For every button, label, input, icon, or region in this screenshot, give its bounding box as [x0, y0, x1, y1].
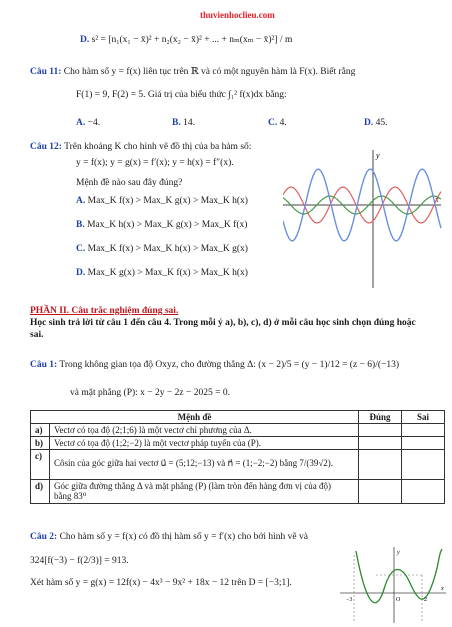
x-axis-label: x [435, 195, 439, 204]
table-row [31, 450, 445, 480]
part2-instruction: Học sinh trả lời từ câu 1 đến câu 4. Trong mỗi ý a), b), c), d) ở mỗi câu học sinh chọn đúng hoặc [30, 318, 416, 328]
row-key: a) [31, 424, 50, 437]
option-label: C. [76, 244, 86, 254]
option-label: D. [76, 268, 86, 278]
row-text-cell [50, 480, 359, 504]
header-true: Đúng [359, 411, 402, 424]
option-formula: s² = [n₁(x₁ − x̄)² + n₂(x₂ − x̄)² + ... + nₘ(xₘ − x̄)²] / m [91, 35, 293, 45]
row-text-2: bằng 83⁰ [54, 491, 87, 501]
table-row [31, 480, 445, 504]
question-text: Cho hàm số y = f(x) có đồ thị hàm số y = f′(x) cho bởi hình vẽ và [59, 532, 308, 542]
option-value: Max_K f(x) > Max_K h(x) > Max_K g(x) [87, 244, 248, 254]
q12-option-a[interactable] [76, 196, 248, 206]
y-axis-label: y [397, 550, 400, 556]
option-label: C. [268, 118, 278, 128]
row-text: Côsin của góc giữa hai vectơ u⃗ = (5;12;−13) và n⃗ = (1;−2;−2) bằng 7/(39√2). [50, 450, 359, 480]
question-12-line2: y = f(x); y = g(x) = f′(x); y = h(x) = f″(x). [76, 158, 234, 168]
header-statement: Mệnh đề [31, 411, 359, 424]
prev-option-d [80, 34, 292, 45]
option-value: 45. [375, 118, 388, 128]
q11-option-b[interactable] [172, 118, 195, 128]
question-12-line3: Mệnh đề nào sau đây đúng? [76, 178, 183, 188]
row-key: d) [31, 480, 50, 504]
true-false-table [30, 410, 445, 504]
row-key: c) [31, 450, 50, 480]
option-value: Max_K g(x) > Max_K f(x) > Max_K h(x) [87, 268, 248, 278]
option-value: Max_K f(x) > Max_K g(x) > Max_K h(x) [87, 196, 248, 206]
option-value: 14. [183, 118, 195, 128]
option-label: B. [76, 220, 85, 230]
question-11-line2: F(1) = 9, F(2) = 5. Giá trị của biểu thức ∫₁² f(x)dx bằng: [76, 90, 287, 100]
answer-false-cell[interactable] [402, 437, 445, 450]
row-key: b) [31, 437, 50, 450]
question-c2-line2: 324[f(−3) − f(2/3)] = 913. [30, 556, 129, 566]
question-label: Câu 11: [30, 67, 62, 77]
answer-true-cell[interactable] [359, 424, 402, 437]
option-label: D. [364, 118, 374, 128]
question-11 [30, 66, 355, 77]
table-row [31, 424, 445, 437]
header-false: Sai [402, 411, 445, 424]
q11-option-a[interactable] [76, 118, 100, 128]
answer-true-cell[interactable] [359, 450, 402, 480]
q11-option-c[interactable] [268, 118, 287, 128]
q12-option-b[interactable] [76, 220, 247, 230]
curve-f-prime [356, 549, 442, 603]
row-text: Vectơ có tọa độ (2;1;6) là một vectơ chỉ phương của Δ. [50, 424, 359, 437]
option-label: A. [76, 118, 86, 128]
question-label: Câu 12: [30, 142, 62, 152]
question-text: Cho hàm số y = f(x) liên tục trên ℝ và có một nguyên hàm là F(x). Biết rằng [63, 67, 356, 77]
question-label: Câu 1: [30, 360, 58, 370]
y-axis-label: y [376, 151, 380, 160]
option-label: A. [76, 196, 86, 206]
row-text: Vectơ có tọa độ (1;2;−2) là một vectơ pháp tuyến của (P). [50, 437, 359, 450]
option-value: Max_K h(x) > Max_K g(x) > Max_K f(x) [87, 220, 248, 230]
question-text: Trên khoảng K cho hình vẽ đồ thị của ba hàm số: [64, 142, 252, 152]
row-text: Góc giữa đường thẳng Δ và mặt phẳng (P) (làm tròn đến hàng đơn vị của độ) [54, 481, 332, 491]
question-c1-line2: và mặt phẳng (P): x − 2y − 2z − 2025 = 0. [70, 388, 230, 398]
q11-option-d[interactable] [364, 118, 388, 128]
c2-graph [338, 545, 448, 625]
option-value: −4. [87, 118, 101, 128]
tick-label: O [396, 597, 401, 603]
x-axis-label: x [441, 586, 444, 592]
part2-title: PHẦN II. Câu trắc nghiệm đúng sai. [30, 306, 179, 316]
watermark: thuvienhoclieu.com [200, 10, 275, 20]
question-c2 [30, 532, 308, 542]
question-c1 [30, 360, 399, 370]
question-12 [30, 142, 251, 152]
answer-false-cell[interactable] [402, 450, 445, 480]
answer-false-cell[interactable] [402, 424, 445, 437]
answer-false-cell[interactable] [402, 480, 445, 504]
q12-option-c[interactable] [76, 244, 248, 254]
option-value: 4. [279, 118, 287, 128]
q12-graph [283, 150, 443, 290]
question-c2-line3: Xét hàm số y = g(x) = 12f(x) − 4x³ − 9x² + 18x − 12 trên D = [−3;1]. [30, 578, 292, 588]
part2-instruction-2: sai. [30, 330, 44, 340]
answer-true-cell[interactable] [359, 437, 402, 450]
table-header [31, 411, 445, 424]
question-label: Câu 2: [30, 532, 58, 542]
tick-label: 2 [424, 597, 427, 603]
answer-true-cell[interactable] [359, 480, 402, 504]
question-text: Trong không gian tọa độ Oxyz, cho đường thẳng Δ: (x − 2)/5 = (y − 1)/12 = (z − 6)/(−13) [59, 360, 400, 370]
table-row [31, 437, 445, 450]
option-label: B. [172, 118, 181, 128]
q12-option-d[interactable] [76, 268, 248, 278]
option-label: D. [80, 35, 90, 45]
tick-label: −3 [346, 597, 353, 603]
